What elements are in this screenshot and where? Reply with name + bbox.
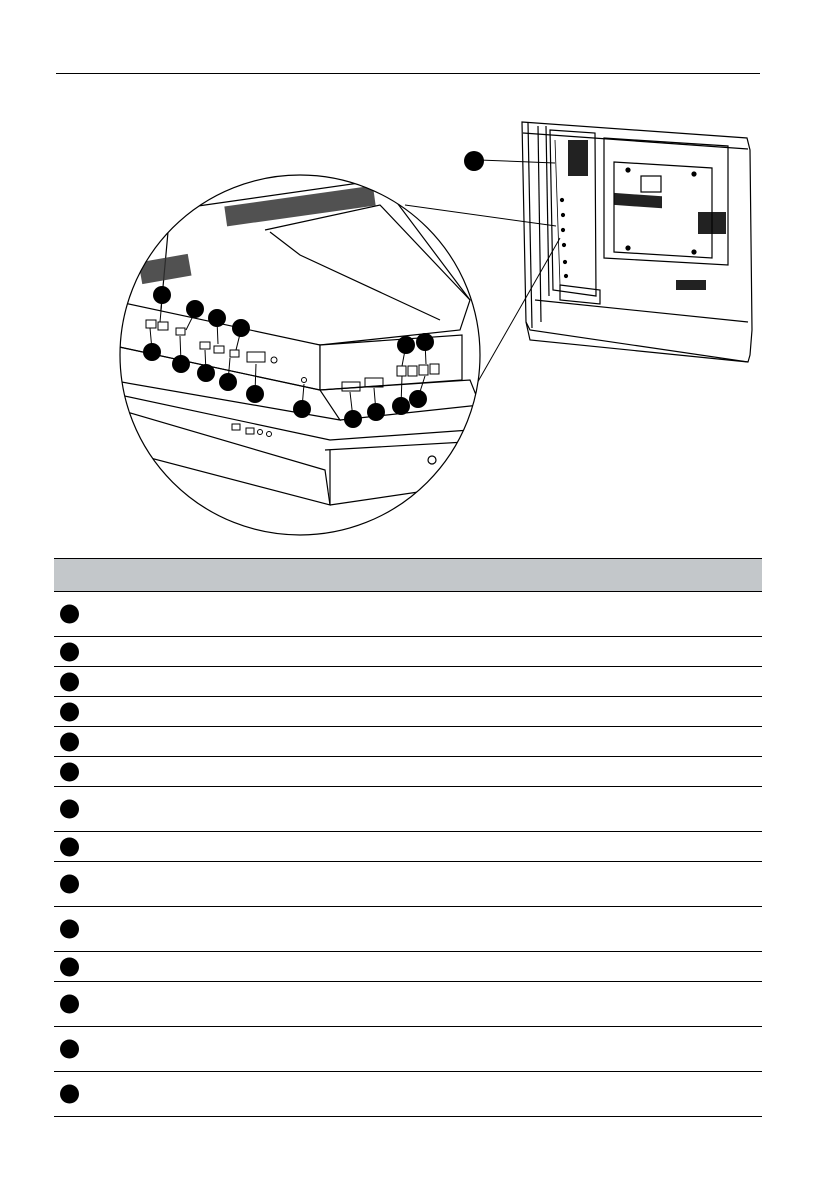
table-row [54,667,762,697]
table-header [54,558,762,592]
display-rear-view [522,122,752,362]
callout-marker [60,702,79,721]
callout-marker [60,732,79,751]
table-row [54,1027,762,1072]
table-row [54,952,762,982]
callout-marker [60,762,79,781]
callout-marker [60,605,79,624]
callout-marker [464,151,484,171]
table-row [54,1072,762,1117]
table-row [54,592,762,637]
callout-marker [60,1040,79,1059]
table-row [54,637,762,667]
callout-marker [60,920,79,939]
table-row [54,832,762,862]
table-row [54,697,762,727]
callout-marker [60,875,79,894]
zoomed-port-panel [100,170,500,550]
callout-marker [60,837,79,856]
table-row [54,862,762,907]
table-row [54,907,762,952]
callout-marker [60,672,79,691]
table-row [54,757,762,787]
table-row [54,982,762,1027]
table-row [54,727,762,757]
callout-marker [60,995,79,1014]
rear-panel-illustration [0,0,839,550]
callout-marker [60,1085,79,1104]
table-row [54,787,762,832]
callout-marker [60,957,79,976]
callout-marker [60,800,79,819]
connector-table [54,558,762,1117]
callout-marker [60,642,79,661]
